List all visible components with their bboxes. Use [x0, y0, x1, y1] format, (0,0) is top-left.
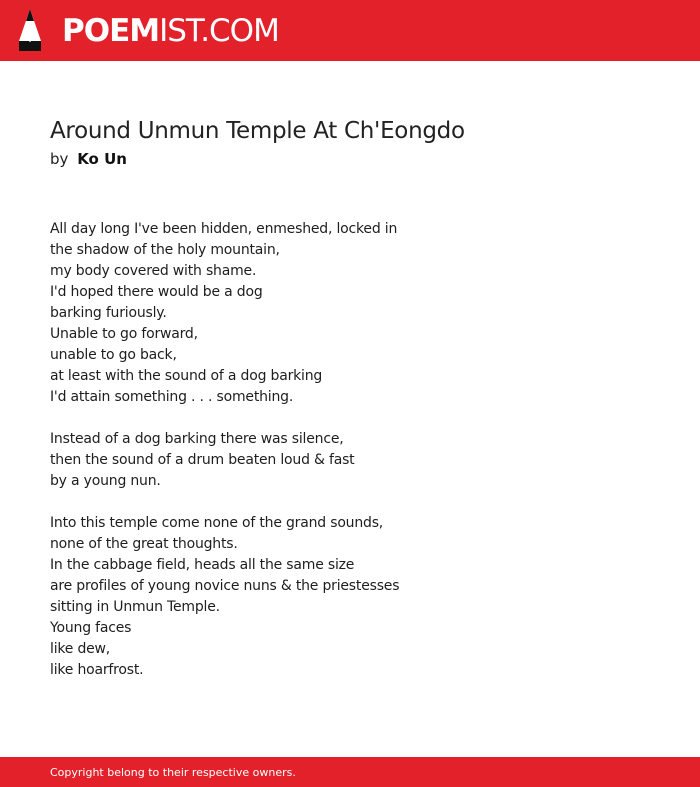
by-label: by [50, 150, 69, 168]
poem-line: by a young nun. [50, 473, 161, 489]
site-footer [0, 757, 700, 787]
stanza [50, 513, 650, 681]
author-link[interactable]: Ko Un [77, 150, 127, 168]
stanza [50, 429, 650, 492]
site-header [0, 0, 700, 61]
poem-line: barking furiously. [50, 305, 167, 321]
site-logo[interactable] [62, 12, 279, 50]
poem-line: unable to go back, [50, 347, 177, 363]
poem-line: Young faces [50, 620, 132, 636]
copyright-text: Copyright belong to their respective owners. [50, 766, 296, 779]
poem-body [50, 219, 650, 702]
poem-line: Unable to go forward, [50, 326, 198, 342]
pencil-tip-icon[interactable] [18, 9, 42, 51]
poem-line: Into this temple come none of the grand sounds, [50, 515, 384, 531]
poem-line: In the cabbage field, heads all the same size [50, 557, 355, 573]
poem-line: like hoarfrost. [50, 662, 144, 678]
poem-line: none of the great thoughts. [50, 536, 238, 552]
poem-title: Around Unmun Temple At Ch'Eongdo [50, 118, 465, 144]
logo-text-strong: POEM [62, 13, 160, 49]
poem-line: are profiles of young novice nuns & the priestesses [50, 578, 400, 594]
poem-line: I'd attain something . . . something. [50, 389, 294, 405]
poem-line: the shadow of the holy mountain, [50, 242, 280, 258]
poem-line: my body covered with shame. [50, 263, 257, 279]
logo-text-light: IST.COM [159, 13, 279, 49]
poem-line: All day long I've been hidden, enmeshed, locked in [50, 221, 398, 237]
poem-line: sitting in Unmun Temple. [50, 599, 220, 615]
poem-line: at least with the sound of a dog barking [50, 368, 323, 384]
byline [50, 148, 127, 170]
poem-line: I'd hoped there would be a dog [50, 284, 263, 300]
poem-line: then the sound of a drum beaten loud & fast [50, 452, 355, 468]
poem-line: like dew, [50, 641, 111, 657]
stanza [50, 219, 650, 408]
poem-line: Instead of a dog barking there was silence, [50, 431, 344, 447]
